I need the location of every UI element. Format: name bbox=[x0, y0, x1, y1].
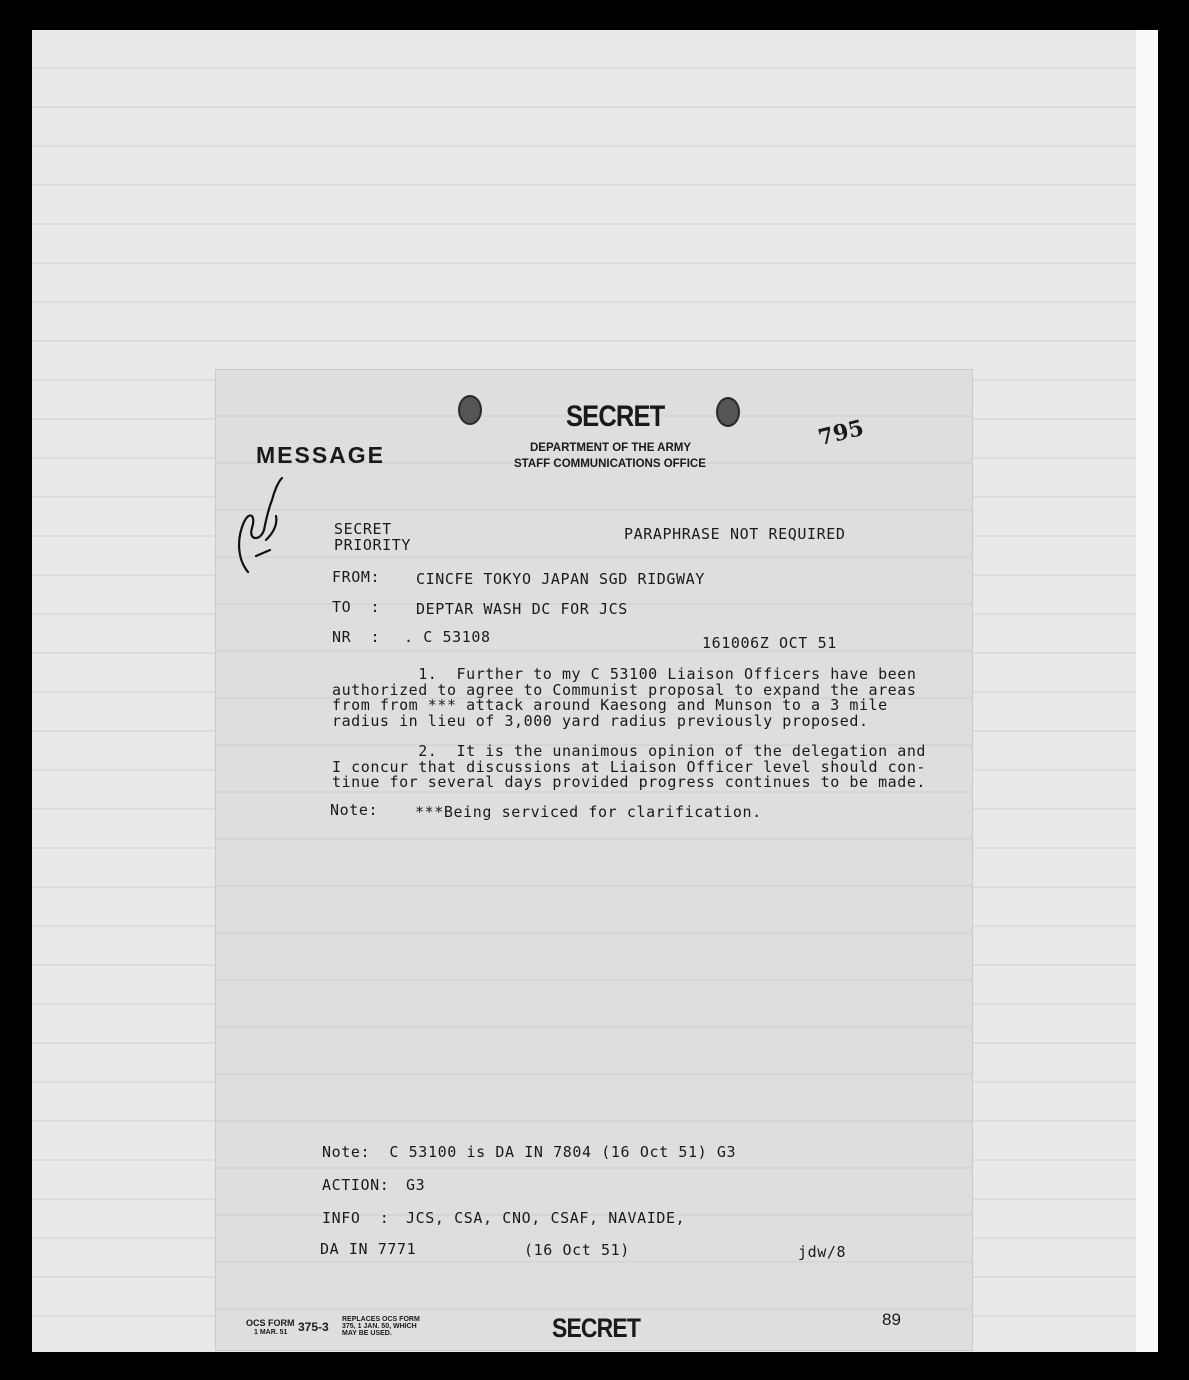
form-date: 1 MAR. 51 bbox=[254, 1329, 288, 1336]
typist-initials: jdw/8 bbox=[798, 1243, 847, 1261]
classification-line: SECRET bbox=[334, 520, 392, 538]
action-value: G3 bbox=[406, 1176, 426, 1194]
precedence-line: PRIORITY bbox=[334, 536, 412, 554]
punch-hole-left bbox=[458, 395, 482, 425]
office-heading: STAFF COMMUNICATIONS OFFICE bbox=[514, 458, 706, 470]
paragraph-2: 2. It is the unanimous opinion of the delegation and I concur that discussions at Liaison Officer level should con- tinue for several days provided progress continues to be made. bbox=[332, 742, 927, 791]
punch-hole-right bbox=[716, 397, 740, 427]
form-label: OCS FORM bbox=[246, 1318, 295, 1328]
date-time-group: 161006Z OCT 51 bbox=[702, 634, 837, 652]
message-sheet bbox=[216, 370, 972, 1350]
form-number: 375-3 bbox=[298, 1320, 329, 1334]
note-label: Note: bbox=[330, 801, 379, 819]
handwritten-signature bbox=[226, 470, 296, 580]
paragraph-1: 1. Further to my C 53100 Liaison Officers have been authorized to agree to Communist proposal to expand the areas from from *** attack around Kaesong and Munson to a 3 mile radius in lieu of 3,000 yard radius previously proposed. bbox=[332, 665, 917, 730]
top-secret-stamp: SECRET bbox=[566, 400, 665, 433]
page-number: 89 bbox=[882, 1310, 901, 1329]
paraphrase-notice: PARAPHRASE NOT REQUIRED bbox=[624, 525, 846, 543]
to-value: DEPTAR WASH DC FOR JCS bbox=[416, 600, 628, 618]
department-heading: DEPARTMENT OF THE ARMY bbox=[530, 442, 691, 454]
nr-label: NR : bbox=[332, 628, 381, 646]
message-title: MESSAGE bbox=[256, 442, 386, 468]
info-value: JCS, CSA, CNO, CSAF, NAVAIDE, bbox=[406, 1209, 686, 1227]
handwritten-file-number: 795 bbox=[815, 414, 867, 452]
note-value: ***Being serviced for clarification. bbox=[415, 803, 762, 821]
da-in-number: DA IN 7771 bbox=[320, 1240, 417, 1258]
from-label: FROM: bbox=[332, 568, 381, 586]
form-replaces-note: REPLACES OCS FORM 375, 1 JAN. 50, WHICH MAY BE USED. bbox=[342, 1316, 420, 1337]
info-label: INFO : bbox=[322, 1209, 390, 1227]
action-label: ACTION: bbox=[322, 1176, 390, 1194]
from-value: CINCFE TOKYO JAPAN SGD RIDGWAY bbox=[416, 570, 705, 588]
da-in-date: (16 Oct 51) bbox=[524, 1241, 630, 1259]
bottom-secret-stamp: SECRET bbox=[552, 1313, 641, 1343]
to-label: TO : bbox=[332, 598, 381, 616]
nr-value: . C 53108 bbox=[404, 628, 491, 646]
reference-note: Note: C 53100 is DA IN 7804 (16 Oct 51) G3 bbox=[322, 1143, 737, 1161]
